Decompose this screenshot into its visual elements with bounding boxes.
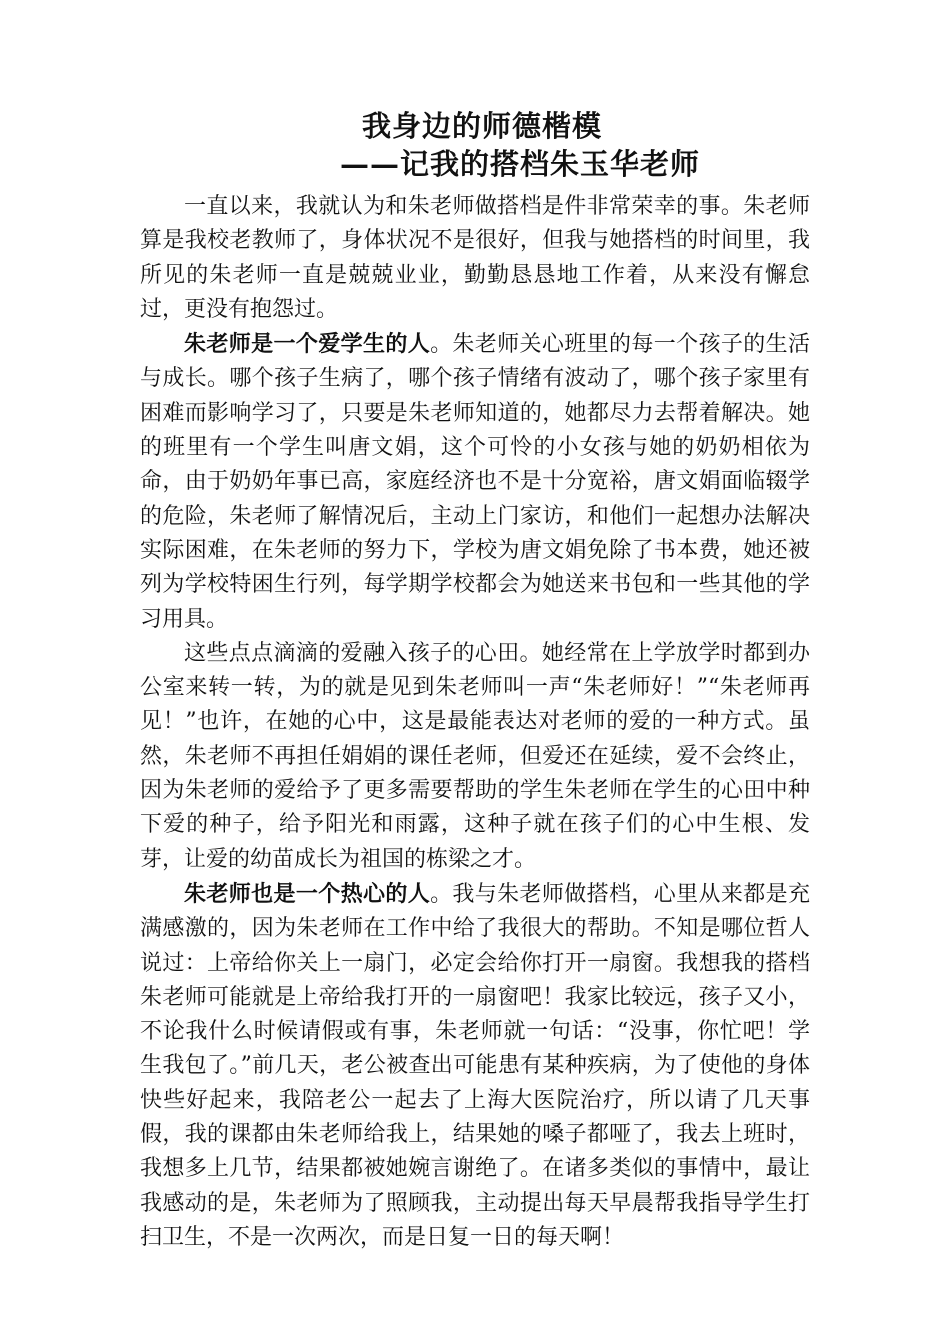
paragraph bbox=[140, 637, 810, 877]
paragraph-text: 这些点点滴滴的爱融入孩子的心田。她经常在上学放学时都到办公室来转一转，为的就是见到朱老师叫一声“朱老师好！”“朱老师再见！”也许，在她的心中，这是最能表达对老师的爱的一种方式。虽然，朱老师不再担任娟娟的课任老师，但爱还在延续，爱不会终止，因为朱老师的爱给予了更多需要帮助的学生朱老师在学生的心田中种下爱的种子，给予阳光和雨露，这种子就在孩子们的心中生根、发芽，让爱的幼苗成长为祖国的栋梁之才。 bbox=[140, 640, 810, 872]
paragraph-lead: 朱老师也是一个热心的人 bbox=[184, 880, 431, 907]
paragraph-text: 。朱老师关心班里的每一个孩子的生活与成长。哪个孩子生病了，哪个孩子情绪有波动了，哪个孩子家里有困难而影响学习了，只要是朱老师知道的，她都尽力去帮着解决。她的班里有一个学生叫唐文娟，这个可怜的小女孩与她的奶奶相依为命，由于奶奶年事已高，家庭经济也不是十分宽裕，唐文娟面临辍学的危险，朱老师了解情况后，主动上门家访，和他们一起想办法解决实际困难，在朱老师的努力下，学校为唐文娟免除了书本费，她还被列为学校特困生行列，每学期学校都会为她送来书包和一些其他的学习用具。 bbox=[140, 332, 810, 632]
paragraph-text: 一直以来，我就认为和朱老师做搭档是件非常荣幸的事。朱老师算是我校老教师了，身体状况不是很好，但我与她搭档的时间里，我所见的朱老师一直是兢兢业业，勤勤恳恳地工作着，从来没有懈怠过，更没有抱怨过。 bbox=[140, 194, 810, 322]
paragraph-text: 。我与朱老师做搭档，心里从来都是充满感激的，因为朱老师在工作中给了我很大的帮助。不知是哪位哲人说过：上帝给你关上一扇门，必定会给你打开一扇窗。我想我的搭档朱老师可能就是上帝给我打开的一扇窗吧！我家比较远，孩子又小，不论我什么时候请假或有事，朱老师就一句话：“没事，你忙吧！学生我包了。”前几天，老公被查出可能患有某种疾病，为了使他的身体快些好起来，我陪老公一起去了上海大医院治疗，所以请了几天事假，我的课都由朱老师给我上，结果她的嗓子都哑了，我去上班时，我想多上几节，结果都被她婉言谢绝了。在诸多类似的事情中，最让我感动的是，朱老师为了照顾我，主动提出每天早晨帮我指导学生打扫卫生，不是一次两次，而是日复一日的每天啊！ bbox=[140, 881, 810, 1250]
paragraph bbox=[140, 327, 810, 637]
paragraph-lead: 朱老师是一个爱学生的人 bbox=[184, 331, 431, 358]
document-body bbox=[140, 190, 810, 1255]
paragraph bbox=[140, 190, 810, 327]
paragraph bbox=[140, 877, 810, 1255]
title-block bbox=[140, 108, 820, 182]
document-title: 我身边的师德楷模 bbox=[361, 109, 602, 143]
document-subtitle: ——记我的搭档朱玉华老师 bbox=[339, 147, 700, 181]
